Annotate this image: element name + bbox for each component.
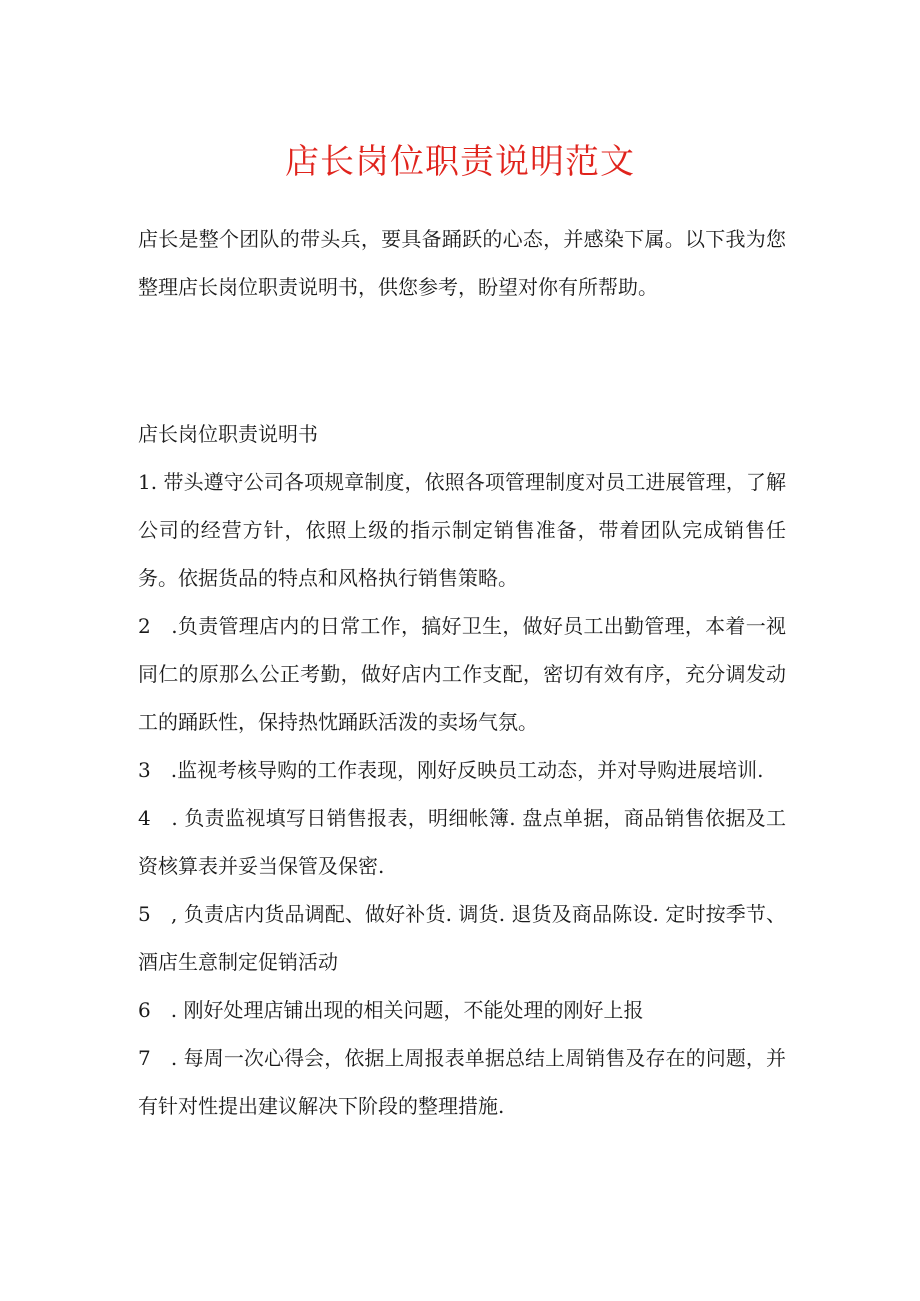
list-item: 4 . 负责监视填写日销售报表，明细帐簿. 盘点单据，商品销售依据及工资核算表并妥当保管及保密. bbox=[138, 806, 786, 878]
list-item: 2 .负责管理店内的日常工作，搞好卫生，做好员工出勤管理，本着一视同仁的原那么公正考勤，做好店内工作支配，密切有效有序，充分调发动工的踊跃性，保持热忱踊跃活泼的卖场气氛。 bbox=[138, 614, 786, 734]
duty-list bbox=[138, 458, 786, 1130]
list-item: 3 .监视考核导购的工作表现，刚好反映员工动态，并对导购进展培训. bbox=[138, 758, 764, 782]
list-item: 5 , 负责店内货品调配、做好补货. 调货. 退货及商品陈设. 定时按季节、酒店生意制定促销活动 bbox=[138, 902, 786, 974]
list-item: 6 . 刚好处理店铺出现的相关问题，不能处理的刚好上报 bbox=[138, 998, 644, 1022]
document-title: 店长岗位职责说明范文 bbox=[285, 142, 635, 182]
intro-paragraph: 店长是整个团队的带头兵，要具备踊跃的心态，并感染下属。以下我为您整理店长岗位职责说明书，供您参考，盼望对你有所帮助。 bbox=[138, 227, 786, 299]
section-heading: 店长岗位职责说明书 bbox=[138, 422, 318, 446]
list-item: 7 . 每周一次心得会，依据上周报表单据总结上周销售及存在的问题，并有针对性提出建议解决下阶段的整理措施. bbox=[138, 1046, 786, 1118]
list-item: 1. 带头遵守公司各项规章制度，依照各项管理制度对员工进展管理，了解公司的经营方针，依照上级的指示制定销售准备，带着团队完成销售任务。依据货品的特点和风格执行销售策略。 bbox=[138, 470, 786, 590]
